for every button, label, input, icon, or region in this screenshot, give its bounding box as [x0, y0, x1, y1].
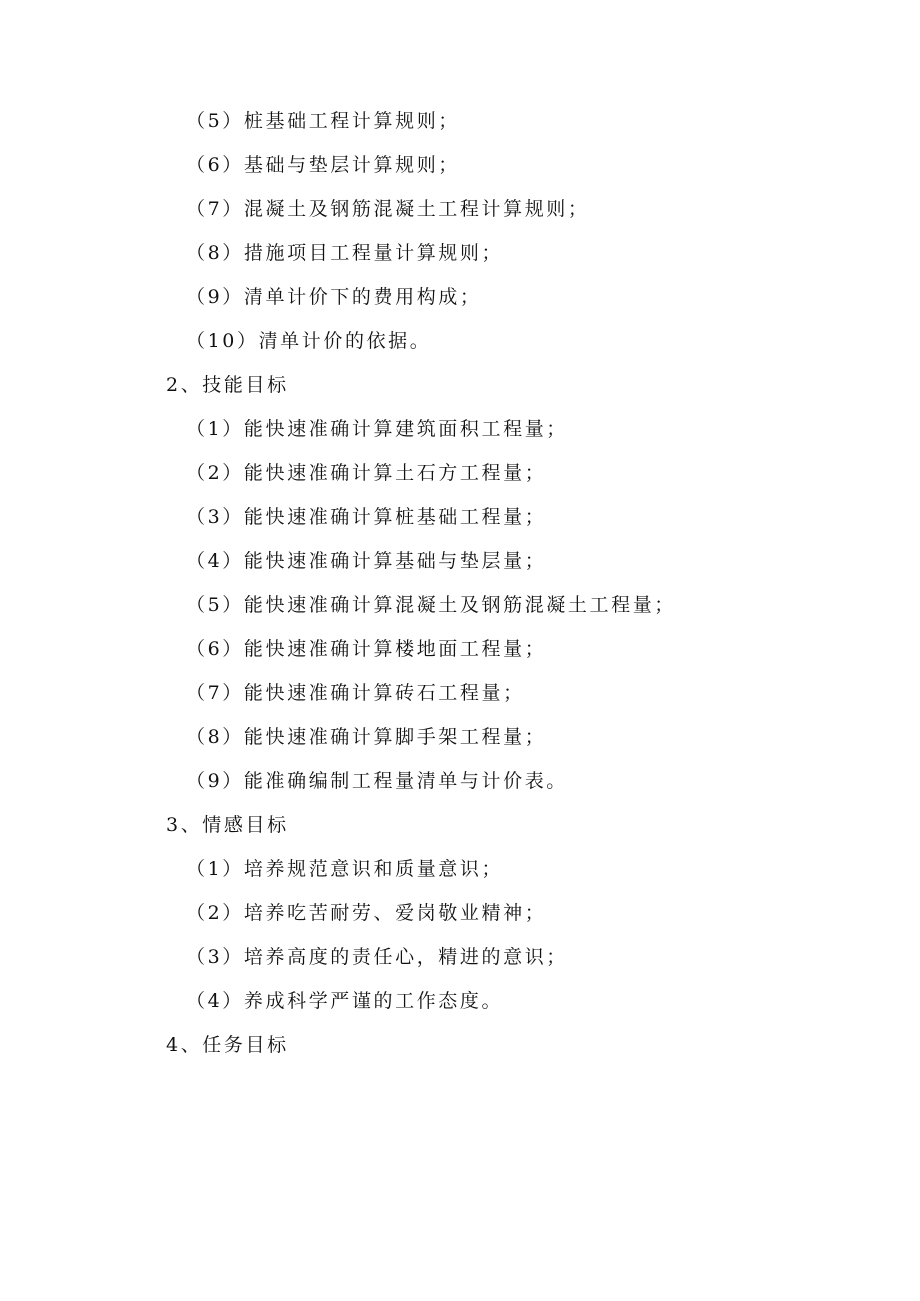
list-item: （2）能快速准确计算土石方工程量；	[186, 462, 547, 484]
list-item: （8）能快速准确计算脚手架工程量；	[186, 726, 547, 748]
list-item: （5）能快速准确计算混凝土及钢筋混凝土工程量；	[186, 594, 676, 616]
list-item: （8）措施项目工程量计算规则；	[186, 242, 504, 264]
list-item: （9）清单计价下的费用构成；	[186, 286, 482, 308]
list-item: （6）基础与垫层计算规则；	[186, 154, 460, 176]
list-item: （3）培养高度的责任心，精进的意识；	[186, 946, 568, 968]
list-item: （4）养成科学严谨的工作态度。	[186, 990, 504, 1012]
list-item: （3）能快速准确计算桩基础工程量；	[186, 506, 547, 528]
list-item: （9）能准确编制工程量清单与计价表。	[186, 770, 568, 792]
list-item: （4）能快速准确计算基础与垫层量；	[186, 550, 547, 572]
list-item: （1）能快速准确计算建筑面积工程量；	[186, 418, 568, 440]
list-item: （1）培养规范意识和质量意识；	[186, 858, 504, 880]
section-heading-task: 4、任务目标	[166, 1034, 289, 1056]
list-item: （5）桩基础工程计算规则；	[186, 110, 460, 132]
section-heading-skills: 2、技能目标	[166, 374, 289, 396]
list-item: （7）混凝土及钢筋混凝土工程计算规则；	[186, 198, 590, 220]
section-heading-emotion: 3、情感目标	[166, 814, 289, 836]
list-item: （7）能快速准确计算砖石工程量；	[186, 682, 525, 704]
list-item: （2）培养吃苦耐劳、爱岗敬业精神；	[186, 902, 547, 924]
list-item: （10）清单计价的依据。	[186, 330, 432, 352]
list-item: （6）能快速准确计算楼地面工程量；	[186, 638, 547, 660]
